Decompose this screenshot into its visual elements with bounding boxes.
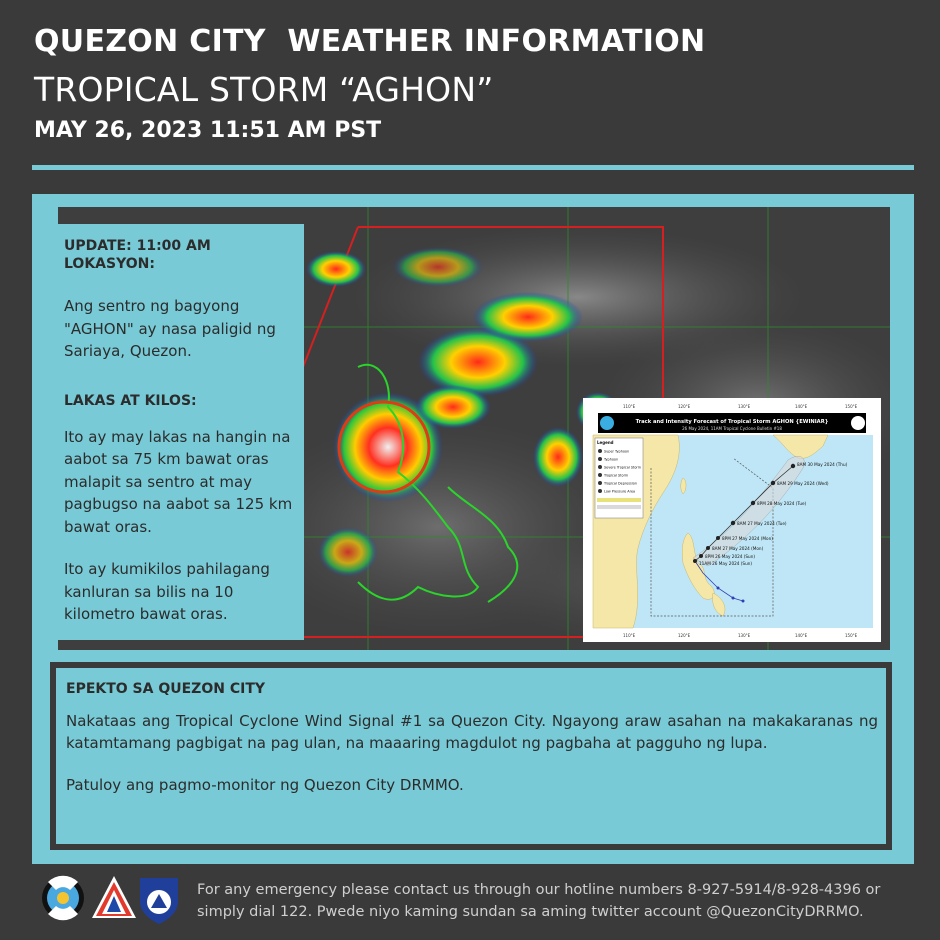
track-label: 8AM 30 May 2024 (Thu) (797, 462, 848, 467)
effects-text: Nakataas ang Tropical Cyclone Wind Signal #1 sa Quezon City. Ngayong araw asahan na makakaranas ng katamtamang pagbigat na pag ulan, na maaaring magdulot ng pagbaha at pagguho ng lupa. (66, 712, 878, 752)
svg-text:130°E: 130°E (738, 404, 751, 409)
track-label: 8PM 27 May 2024 (Mon) (722, 536, 773, 541)
svg-text:150°E: 150°E (845, 404, 858, 409)
track-label: 8AM 27 May 2024 (Mon) (712, 546, 764, 551)
legend-item: Severe Tropical Storm (604, 465, 642, 470)
update-time-heading: UPDATE: 11:00 AM (64, 238, 211, 254)
track-label: 11AM 26 May 2024 (Sun) (699, 561, 753, 566)
qc-seal-logo (42, 876, 84, 921)
ndrrmc-logo (92, 876, 136, 918)
storm-name: TROPICAL STORM “AGHON” (34, 70, 494, 109)
svg-text:120°E: 120°E (678, 404, 691, 409)
forecast-subtitle: 26 May 2024, 11AM Tropical Cyclone Bulletin #18 (682, 426, 782, 431)
update-info-box (58, 224, 304, 640)
strength-text: Ito ay may lakas na hangin na aabot sa 75 km bawat oras malapit sa sentro at may pagbugso na aabot sa 125 km bawat oras. (64, 427, 293, 536)
monitoring-text: Patuloy ang pagmo-monitor ng Quezon City DRMMO. (66, 776, 464, 794)
forecast-track-map (583, 398, 881, 642)
svg-text:140°E: 140°E (795, 404, 808, 409)
issue-datetime: MAY 26, 2023 11:51 AM PST (34, 118, 382, 143)
legend-item: Typhoon (604, 457, 619, 462)
effects-heading: EPEKTO SA QUEZON CITY (66, 681, 266, 697)
svg-text:110°E: 110°E (623, 633, 636, 638)
agency-logos (40, 872, 185, 926)
svg-text:140°E: 140°E (795, 633, 808, 638)
track-label: 8PM 26 May 2024 (Sun) (705, 554, 756, 559)
track-label: 8AM 27 May 2024 (Tue) (737, 521, 787, 526)
track-label: 8PM 28 May 2024 (Tue) (757, 501, 807, 506)
location-heading: LOKASYON: (64, 256, 155, 272)
svg-text:110°E: 110°E (623, 404, 636, 409)
legend-title: Legend (597, 440, 614, 445)
strength-heading: LAKAS AT KILOS: (64, 392, 197, 409)
qcdrrmo-logo (140, 878, 178, 924)
forecast-title: Track and Intensity Forecast of Tropical Storm AGHON {EWINIAR} (635, 419, 829, 425)
header-title: QUEZON CITY WEATHER INFORMATION (34, 24, 706, 59)
location-text: Ang sentro ng bagyong "AGHON" ay nasa paligid ng Sariaya, Quezon. (64, 297, 276, 360)
legend-item: Super Typhoon (604, 449, 630, 454)
header-divider (32, 165, 914, 170)
legend-item: Tropical Depression (604, 481, 637, 486)
movement-text: Ito ay kumikilos pahilagang kanluran sa bilis na 10 kilometro bawat oras. (64, 560, 270, 623)
svg-text:150°E: 150°E (845, 633, 858, 638)
effects-box (50, 662, 892, 850)
svg-text:130°E: 130°E (738, 633, 751, 638)
track-label: 8AM 29 May 2024 (Wed) (777, 481, 829, 486)
footer-contact-text: For any emergency please contact us through our hotline numbers 8-927-5914/8-928-4396 or simply dial 122. Pwede niyo kaming sundan sa aming twitter account @QuezonCityDRRMO. (197, 882, 881, 920)
legend-item: Tropical Storm (604, 473, 629, 478)
svg-text:120°E: 120°E (678, 633, 691, 638)
legend-item: Low Pressure Area (604, 489, 636, 494)
